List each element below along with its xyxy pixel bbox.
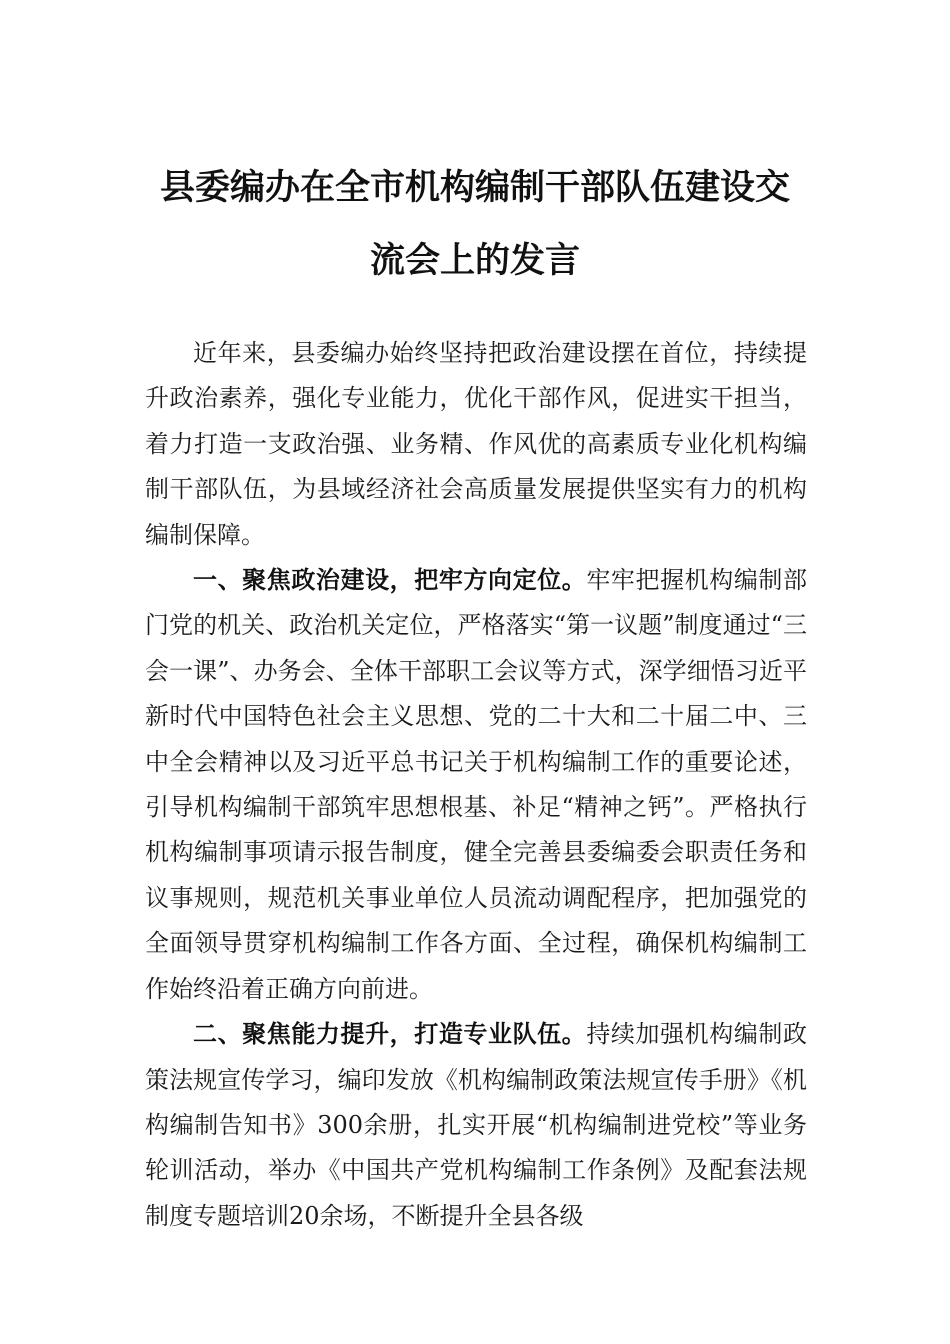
paragraph-text: 近年来，县委编办始终坚持把政治建设摆在首位，持续提升政治素养，强化专业能力，优化干部作风，促进实干担当，着力打造一支政治强、业务精、作风优的高素质专业化机构编制干部队伍，为县域经济社会高质量发展提供坚实有力的机构编制保障。 — [145, 339, 807, 549]
paragraph-section-2 — [145, 1012, 807, 1239]
paragraph-text: 牢牢把握机构编制部门党的机关、政治机关定位，严格落实“第一议题”制度通过“三会一课”、办务会、全体干部职工会议等方式，深学细悟习近平新时代中国特色社会主义思想、党的二十大和二十届二中、三中全会精神以及习近平总书记关于机构编制工作的重要论述，引导机构编制干部筑牢思想根基、补足“精神之钙”。严格执行机构编制事项请示报告制度，健全完善县委编委会职责任务和议事规则，规范机关事业单位人员流动调配程序，把加强党的全面领导贯穿机构编制工作各方面、全过程，确保机构编制工作始终沿着正确方向前进。 — [145, 566, 808, 1003]
document-title-line-2: 流会上的发言 — [369, 240, 580, 281]
paragraph-text: 持续加强机构编制政策法规宣传学习，编印发放《机构编制政策法规宣传手册》《机构编制告知书》300余册，扎实开展“机构编制进党校”等业务轮训活动，举办《中国共产党机构编制工作条例》及配套法规制度专题培训20余场，不断提升全县各级 — [145, 1020, 808, 1230]
section-heading: 一、聚焦政治建设，把牢方向定位。 — [193, 566, 587, 595]
document-title-line-1: 县委编办在全市机构编制干部队伍建设交 — [159, 167, 790, 208]
paragraph-intro — [145, 331, 807, 558]
paragraph-section-1 — [145, 558, 807, 1012]
document-body — [145, 331, 807, 1239]
section-heading: 二、聚焦能力提升，打造专业队伍。 — [193, 1020, 587, 1049]
